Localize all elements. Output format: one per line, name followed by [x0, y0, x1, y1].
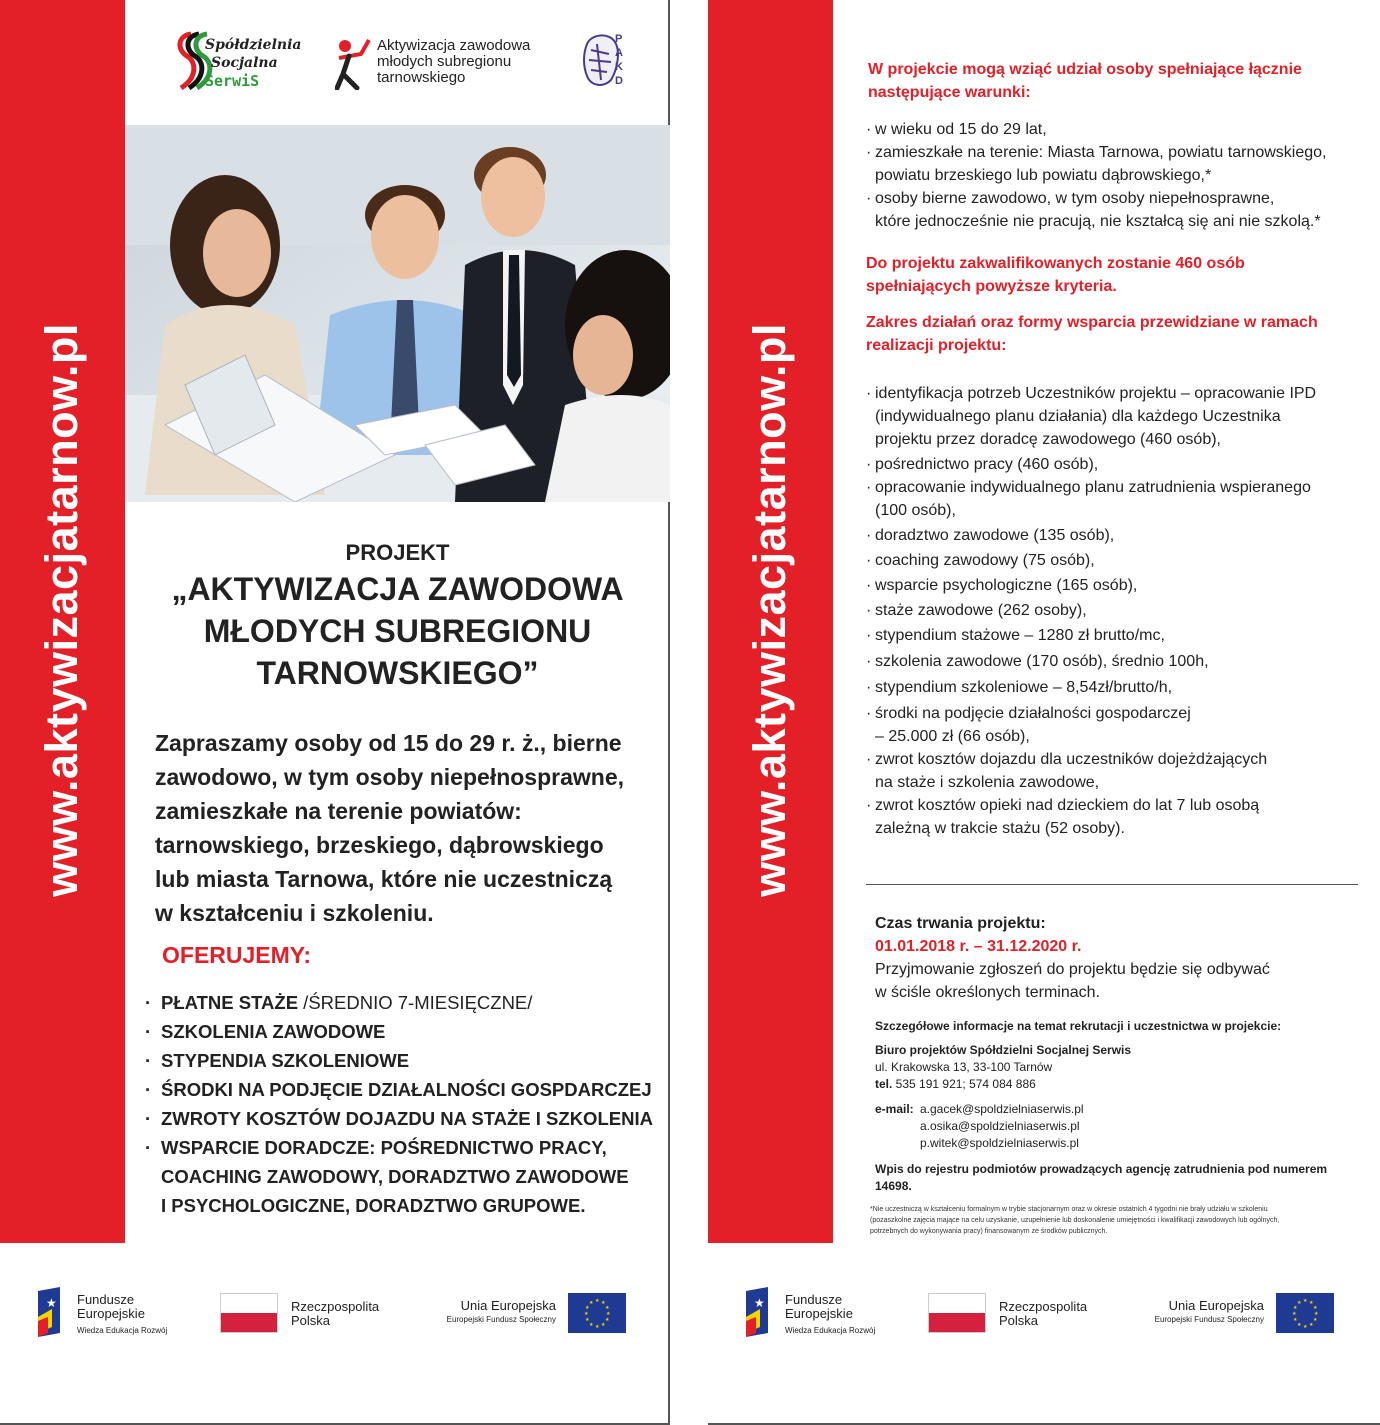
- support-forms-list: [866, 382, 1371, 840]
- fundusze-text: [785, 1293, 875, 1338]
- heading-line: następujące warunki:: [868, 84, 1031, 101]
- item-line: · pośrednictwo pracy (460 osób),: [875, 456, 1099, 473]
- scope-heading: [866, 311, 1356, 357]
- footnote-line: *Nie uczestniczą w kształceniu formalnym w trybie stacjonarnym oraz w okresie ostatnich 4 tygodni nie brały udziału w szkoleniu: [870, 1206, 1268, 1213]
- title-line: TARNOWSKIEGO”: [256, 655, 539, 691]
- support-item: [866, 599, 1371, 622]
- support-item: [866, 524, 1371, 547]
- serwis-logo-text: [205, 36, 301, 90]
- svg-text:★: ★: [589, 1300, 594, 1306]
- offer-item-bold: PŁATNE STAŻE: [161, 992, 299, 1013]
- fe-line-1: Fundusze: [77, 1292, 135, 1307]
- offer-list: [145, 988, 665, 1220]
- condition-item: [866, 187, 1366, 233]
- conditions-list: [866, 118, 1366, 233]
- akt-line-1: Aktywizacja zawodowa: [377, 37, 531, 54]
- svg-text:★: ★: [1314, 1311, 1319, 1317]
- pl-line-2: Polska: [999, 1313, 1039, 1328]
- svg-text:★: ★: [1297, 1300, 1302, 1306]
- svg-text:★: ★: [605, 1317, 610, 1323]
- support-item: [866, 549, 1371, 572]
- offer-item: · ZWROTY KOSZTÓW DOJAZDU NA STAŻE I SZKOLENIA: [145, 1104, 665, 1133]
- support-item: [866, 650, 1371, 673]
- qual-line: Do projektu zakwalifikowanych zostanie 460 osób: [866, 255, 1245, 272]
- item-line: · zamieszkałe na terenie: Miasta Tarnowa, powiatu tarnowskiego,: [875, 144, 1327, 161]
- pakd-letter: D: [615, 75, 623, 87]
- item-line: · staże zawodowe (262 osoby),: [875, 602, 1087, 619]
- serwis-line-3: SerwiS: [205, 72, 260, 90]
- offer-item: · STYPENDIA SZKOLENIOWE: [145, 1046, 665, 1075]
- right-flyer-panel: [708, 0, 1380, 1425]
- email-address[interactable]: a.osika@spoldzielniaserwis.pl: [920, 1119, 1080, 1133]
- footnote-line: potrzebnych do wykonywania pracy) finansowanym ze środków publicznych.: [870, 1228, 1108, 1235]
- contact-block: [875, 1018, 1365, 1195]
- item-line: – 25.000 zł (66 osób),: [875, 728, 1030, 745]
- activation-person-icon: [335, 38, 371, 90]
- pl-line-1: Rzeczpospolita: [999, 1299, 1088, 1314]
- rzeczpospolita-text: [999, 1300, 1087, 1328]
- fe-sub: Wiedza Edukacja Rozwój: [785, 1326, 876, 1335]
- fundusze-europejskie-icon: [38, 1287, 68, 1337]
- activation-logo-text: [377, 38, 530, 86]
- akt-line-3: tarnowskiego: [377, 69, 466, 86]
- applications-line: w ściśle określonych terminach.: [875, 984, 1100, 1001]
- duration-block: [875, 912, 1365, 1004]
- project-label: PROJEKT: [345, 540, 450, 565]
- fundusze-europejskie-icon: [746, 1287, 776, 1337]
- svg-text:★: ★: [595, 1298, 600, 1304]
- tel-value: 535 191 921; 574 084 886: [892, 1077, 1036, 1091]
- offer-heading: OFERUJEMY:: [162, 942, 312, 968]
- svg-text:★: ★: [46, 1296, 57, 1310]
- pakd-tiger-logo-icon: [581, 30, 631, 90]
- item-line: · zwrot kosztów dojazdu dla uczestników dojeżdżających: [875, 751, 1268, 768]
- offer-item-line: · WSPARCIE DORADCZE: POŚREDNICTWO PRACY,: [161, 1137, 607, 1158]
- ue-line-1: Unia Europejska: [1168, 1298, 1264, 1313]
- office-name: Biuro projektów Spółdzielni Socjalnej Serwis: [875, 1043, 1132, 1057]
- footnote-line: (pozaszkolne zajęcia mające na celu uzyskanie, uzupełnienie lub doskonalenie umiejętności i kwalifikacji zawodowych lub ogólnych,: [870, 1217, 1280, 1224]
- rzeczpospolita-text: [291, 1300, 379, 1328]
- pl-line-1: Rzeczpospolita: [291, 1299, 380, 1314]
- pakd-letters: [615, 32, 623, 88]
- pakd-letter: P: [615, 33, 623, 45]
- svg-text:★: ★: [601, 1300, 606, 1306]
- support-item: [866, 453, 1371, 476]
- scope-line: realizacji projektu:: [866, 337, 1007, 354]
- svg-text:★: ★: [585, 1305, 590, 1311]
- offer-item: [145, 1133, 665, 1220]
- item-line: powiatu brzeskiego lub powiatu dąbrowskiego,*: [875, 167, 1212, 184]
- svg-text:★: ★: [584, 1311, 589, 1317]
- invitation-text: [155, 726, 665, 930]
- qual-line: spełniających powyższe kryteria.: [866, 278, 1117, 295]
- support-item: [866, 702, 1371, 748]
- fe-sub: Wiedza Edukacja Rozwój: [77, 1326, 168, 1335]
- support-item: [866, 476, 1371, 522]
- title-line: „AKTYWIZACJA ZAWODOWA: [171, 571, 624, 607]
- item-line: które jednocześnie nie pracują, nie kształcą się ani nie szkolą.*: [875, 213, 1321, 230]
- invite-line: zamieszkałe na terenie powiatów:: [155, 798, 522, 824]
- side-url: www.aktywizacjatarnow.pl: [36, 323, 87, 897]
- email-address[interactable]: a.gacek@spoldzielniaserwis.pl: [920, 1102, 1084, 1116]
- business-meeting-photo: [125, 125, 670, 502]
- applications-line: Przyjmowanie zgłoszeń do projektu będzie się odbywać: [875, 961, 1270, 978]
- eu-flag-icon: [1276, 1293, 1334, 1333]
- support-item: [866, 794, 1371, 840]
- support-item: [866, 624, 1371, 647]
- support-item: [866, 748, 1371, 794]
- svg-text:★: ★: [1309, 1300, 1314, 1306]
- item-line: · w wieku od 15 do 29 lat,: [875, 121, 1047, 138]
- item-line: · osoby bierne zawodowo, w tym osoby niepełnosprawne,: [875, 190, 1275, 207]
- support-item: [866, 382, 1371, 451]
- offer-item-note: /ŚREDNIO 7-MIESIĘCZNE/: [298, 992, 533, 1013]
- svg-text:★: ★: [1297, 1322, 1302, 1328]
- panel-gap: [670, 0, 708, 1425]
- item-line: · doradztwo zawodowe (135 osób),: [875, 527, 1115, 544]
- akt-line-2: młodych subregionu: [377, 53, 512, 70]
- fundusze-text: [77, 1293, 167, 1338]
- svg-text:★: ★: [1292, 1311, 1297, 1317]
- item-line: · opracowanie indywidualnego planu zatrudnienia wspieranego: [875, 479, 1311, 496]
- support-item: [866, 574, 1371, 597]
- qualification-note: [866, 252, 1356, 298]
- svg-text:★: ★: [1303, 1324, 1308, 1330]
- email-row: [875, 1101, 1365, 1152]
- condition-item: [866, 141, 1366, 187]
- info-heading: Szczegółowe informacje na temat rekrutacji i uczestnictwa w projekcie:: [875, 1019, 1282, 1033]
- section-divider: [866, 884, 1358, 885]
- support-item: [866, 676, 1371, 699]
- svg-text:★: ★: [595, 1324, 600, 1330]
- duration-dates: 01.01.2018 r. – 31.12.2020 r.: [875, 938, 1082, 955]
- scope-line: Zakres działań oraz formy wsparcia przewidziane w ramach: [866, 314, 1318, 331]
- offer-item: · SZKOLENIA ZAWODOWE: [145, 1017, 665, 1046]
- office-address: ul. Krakowska 13, 33-100 Tarnów: [875, 1060, 1053, 1074]
- registry-note: Wpis do rejestru podmiotów prowadzących agencję zatrudnienia pod numerem 14698.: [875, 1162, 1328, 1193]
- item-line: na staże i szkolenia zawodowe,: [875, 774, 1100, 791]
- invite-line: Zapraszamy osoby od 15 do 29 r. ż., bierne: [155, 730, 622, 756]
- invite-line: tarnowskiego, brzeskiego, dąbrowskiego: [155, 832, 604, 858]
- item-line: · coaching zawodowy (75 osób),: [875, 552, 1095, 569]
- svg-text:★: ★: [754, 1296, 765, 1310]
- svg-text:★: ★: [601, 1322, 606, 1328]
- invite-line: zawodowo, w tym osoby niepełnosprawne,: [155, 764, 625, 790]
- title-line: MŁODYCH SUBREGIONU: [203, 613, 592, 649]
- svg-text:★: ★: [1293, 1305, 1298, 1311]
- serwis-line-2: Socjalna: [211, 55, 278, 71]
- email-label: e-mail:: [875, 1102, 914, 1116]
- fe-line-1: Fundusze: [785, 1292, 843, 1307]
- funding-footer: [708, 1243, 1378, 1423]
- poland-flag-icon: [220, 1293, 278, 1333]
- tel-label: tel.: [875, 1077, 893, 1091]
- item-line: · identyfikacja potrzeb Uczestników projektu – opracowanie IPD: [875, 385, 1317, 402]
- email-address[interactable]: p.witek@spoldzielniaserwis.pl: [920, 1136, 1079, 1150]
- item-line: · zwrot kosztów opieki nad dzieckiem do lat 7 lub osobą: [875, 797, 1260, 814]
- pl-line-2: Polska: [291, 1313, 331, 1328]
- offer-item: [145, 988, 665, 1017]
- heading-line: W projekcie mogą wziąć udział osoby spełniające łącznie: [868, 61, 1302, 78]
- poland-flag-icon: [928, 1293, 986, 1333]
- svg-text:★: ★: [606, 1311, 611, 1317]
- svg-text:★: ★: [1313, 1305, 1318, 1311]
- eu-text: [400, 1298, 556, 1324]
- ue-sub: Europejski Fundusz Społeczny: [446, 1315, 556, 1324]
- condition-item: [866, 118, 1366, 141]
- project-title: [125, 568, 670, 694]
- ue-line-1: Unia Europejska: [460, 1298, 556, 1313]
- side-red-bar: [0, 0, 125, 1243]
- invite-line: lub miasta Tarnowa, które nie uczestniczą: [155, 866, 613, 892]
- office-phone: [875, 1076, 1365, 1093]
- eu-text: [1108, 1298, 1264, 1324]
- ue-sub: Europejski Fundusz Społeczny: [1154, 1315, 1264, 1324]
- item-line: · stypendium szkoleniowe – 8,54zł/brutto/h,: [875, 679, 1173, 696]
- offer-item: · ŚRODKI NA PODJĘCIE DZIAŁALNOŚCI GOSPDARCZEJ: [145, 1075, 665, 1104]
- item-line: (indywidualnego planu działania) dla każdego Uczestnika: [875, 408, 1281, 425]
- fe-line-2: Europejskie: [785, 1306, 853, 1321]
- pakd-letter: A: [615, 47, 623, 59]
- meeting-illustration: [125, 125, 670, 502]
- item-line: · środki na podjęcie działalności gospodarczej: [875, 705, 1191, 722]
- header-logos: [125, 0, 670, 125]
- footnote: [870, 1204, 1360, 1237]
- item-line: · szkolenia zawodowe (170 osób), średnio 100h,: [875, 653, 1209, 670]
- conditions-heading: [868, 58, 1358, 104]
- fe-line-2: Europejskie: [77, 1306, 145, 1321]
- pakd-letter: K: [615, 61, 623, 73]
- svg-text:★: ★: [1313, 1317, 1318, 1323]
- left-flyer-panel: [0, 0, 670, 1425]
- eu-flag-icon: [568, 1293, 626, 1333]
- svg-text:★: ★: [1303, 1298, 1308, 1304]
- svg-text:★: ★: [1293, 1317, 1298, 1323]
- invite-line: w kształceniu i szkoleniu.: [155, 900, 434, 926]
- item-line: zależną w trakcie stażu (52 osoby).: [875, 820, 1125, 837]
- svg-text:★: ★: [1309, 1322, 1314, 1328]
- offer-item-line: COACHING ZAWODOWY, DORADZTWO ZAWODOWE: [161, 1166, 629, 1187]
- svg-text:★: ★: [589, 1322, 594, 1328]
- serwis-line-1: Spółdzielnia: [205, 37, 302, 53]
- side-url: www.aktywizacjatarnow.pl: [744, 323, 795, 897]
- duration-label: Czas trwania projektu:: [875, 915, 1046, 932]
- offer-item-line: I PSYCHOLOGICZNE, DORADZTWO GRUPOWE.: [161, 1195, 586, 1216]
- item-line: projektu przez doradcę zawodowego (460 osób),: [875, 431, 1221, 448]
- funding-footer: [0, 1243, 670, 1423]
- side-red-bar: [708, 0, 833, 1243]
- svg-text:★: ★: [585, 1317, 590, 1323]
- item-line: · stypendium stażowe – 1280 zł brutto/mc,: [875, 627, 1165, 644]
- item-line: (100 osób),: [875, 502, 956, 519]
- item-line: · wsparcie psychologiczne (165 osób),: [875, 577, 1138, 594]
- svg-text:★: ★: [605, 1305, 610, 1311]
